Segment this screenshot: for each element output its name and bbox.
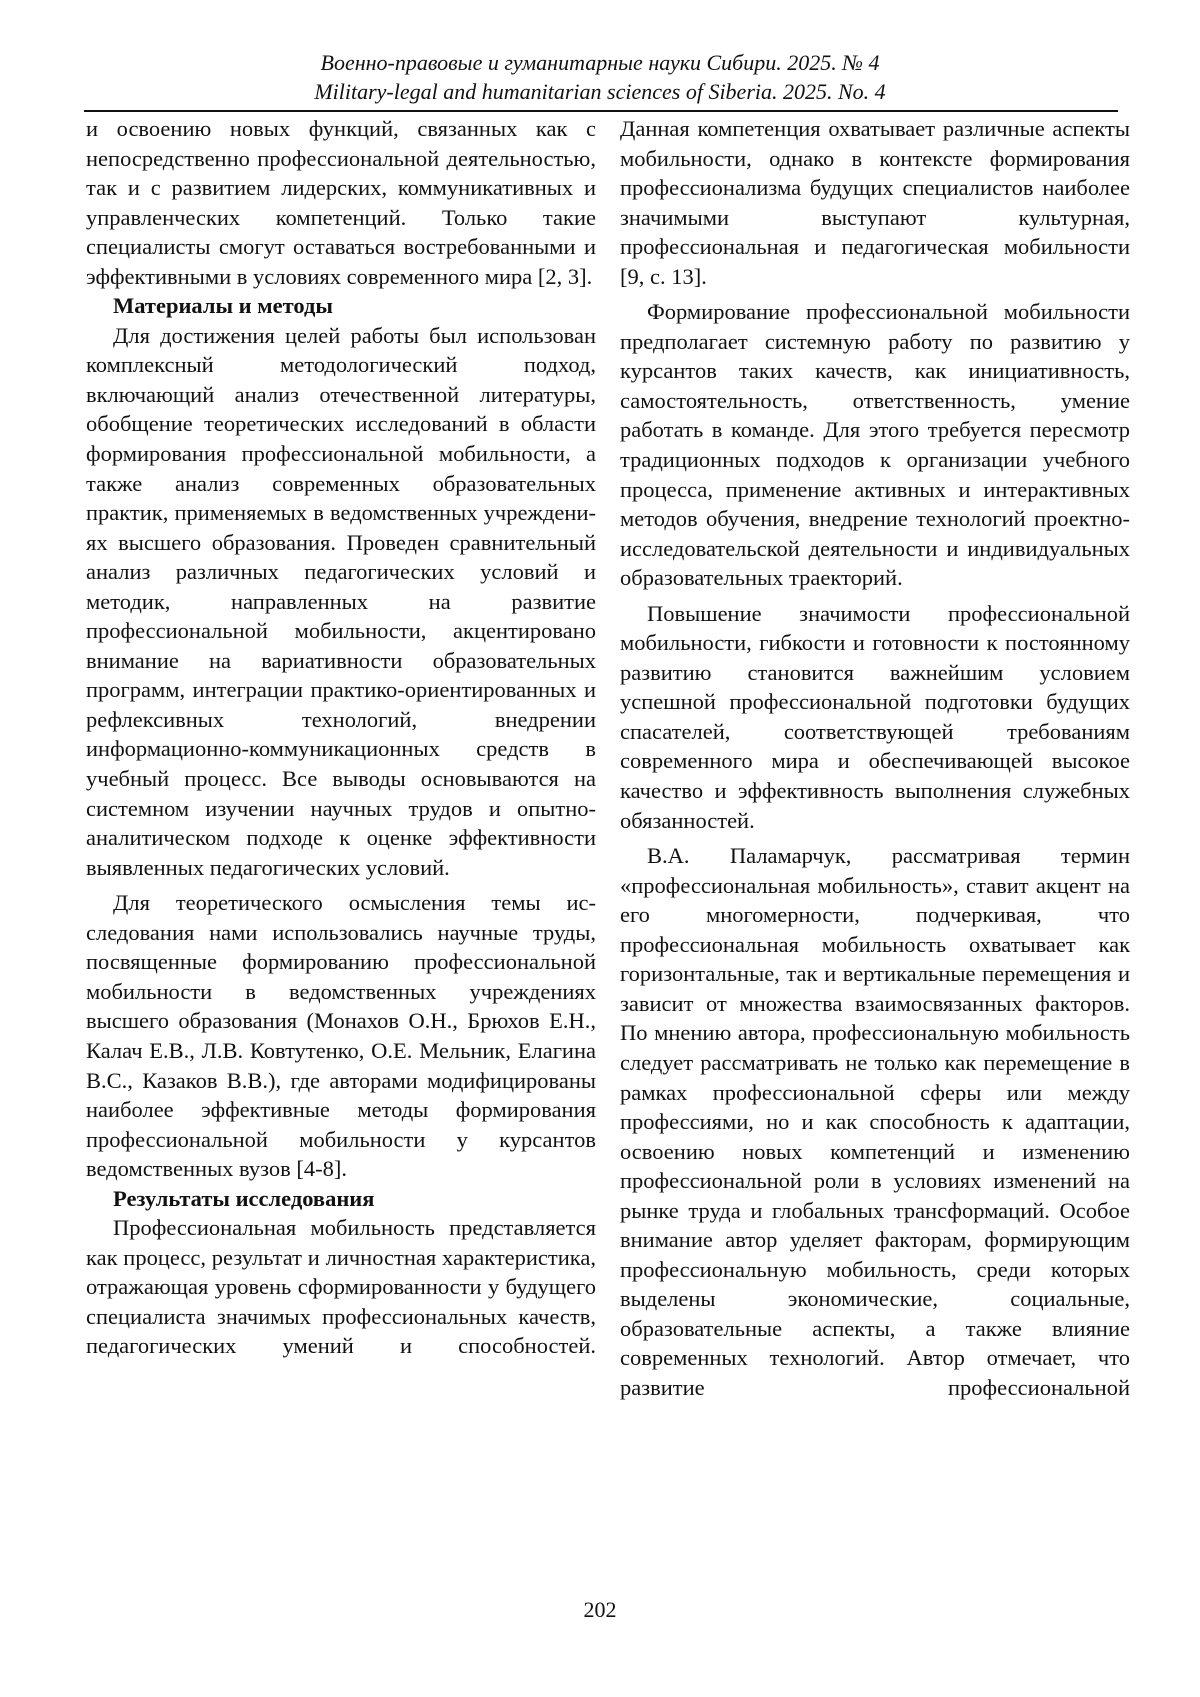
paragraph: Профессиональная мобильность представляется как процесс, результат и личностная характеристика, отражающая уровень сформированности у будущего специалиста значимых профессиональных качеств, педагогических умений и способностей. xyxy=(86,1215,596,1359)
journal-title-en: Military-legal and humanitarian sciences of Siberia. 2025. No. 4 xyxy=(314,79,886,104)
left-column xyxy=(86,114,596,1361)
paragraph: Для теоретического осмысления темы исследования нами использовались научные труды, посвященные формированию профессиональной мобильности в ведомственных учреждениях высшего образования (Монахов О.Н., Брюхов Е.Н., Калач Е.В., Л.В. Ковтутенко, О.Е. Мельник, Елагина В.С., Казаков В.В.), где авторами модифицированы наиболее эффективные методы формирования профессиональной мобильности у курсантов ведомственных вузов [4-8]. xyxy=(86,890,596,1182)
paragraph: Повышение значимости профессиональной мобильности, гибкости и готовности к постоянному развитию становится важнейшим условием успешной профессиональной подготовки будущих спасателей, соответствующей требованиям современного мира и обеспечивающей высокое качество и эффективность выполнения служебных обязанностей. xyxy=(620,600,1130,833)
header-rule xyxy=(84,110,1118,112)
paragraph: Для достижения целей работы был использован комплексный методологический подход, включающий анализ отечественной литературы, обобщение теоретических исследований в области формирования профессиональной мобильности, а также анализ современных образовательных практик, применяемых в ведомственных учреждениях высшего образования. Проведен сравнительный анализ различных педагогических условий и методик, направленных на развитие профессиональной мобильности, акцентировано внимание на вариативности образовательных программ, интеграции практико-ориентированных и рефлексивных технологий, внедрении информационно-коммуникационных средств в учебный процесс. Все выводы основываются на системном изучении научных трудов и опытно-аналитическом подходе к оценке эффективности выявленных педагогических условий. xyxy=(86,322,596,880)
paragraph: Данная компетенция охватывает различные аспекты мобильности, однако в контексте формирования профессионализма будущих специалистов наиболее значимыми выступают культурная, профессиональная и педагогическая мобильности [9, с. 13]. xyxy=(620,116,1130,289)
page-number: 202 xyxy=(583,1597,617,1622)
section-heading-results: Результаты исследования xyxy=(113,1185,375,1211)
paragraph: и освоению новых функций, связанных как с непосредственно профессиональной деятельностью, так и с развитием лидерских, коммуникативных и управленческих компетенций. Только такие специалисты смогут оставаться востребованными и эффективными в условиях современного мира [2, 3]. xyxy=(86,116,596,289)
right-column xyxy=(620,114,1130,1403)
paragraph: В.А. Паламарчук, рассматривая термин «профессиональная мобильность», ставит акцент на его многомерности, подчеркивая, что профессиональная мобильность охватывает как горизонтальные, так и вертикальные перемещения и зависит от множества взаимосвязанных факторов. По мнению автора, профессиональную мобильность следует рассматривать не только как перемещение в рамках профессиональной сферы или между профессиями, но и как способность к адаптации, освоению новых компетенций и изменению профессиональной роли в условиях изменений на рынке труда и глобальных трансформаций. Особое внимание автор уделяет факторам, формирующим профессиональную мобильность, среди которых выделены экономические, социальные, образовательные аспекты, а также влияние современных технологий. Автор отмечает, что развитие профессиональной xyxy=(620,843,1130,1400)
journal-title-ru: Военно-правовые и гуманитарные науки Сибири. 2025. № 4 xyxy=(320,50,880,75)
section-heading-methods: Материалы и методы xyxy=(113,293,333,319)
paragraph: Формирование профессиональной мобильности предполагает системную работу по развитию у курсантов таких качеств, как инициативность, самостоятельность, ответственность, умение работать в команде. Для этого требуется пересмотр традиционных подходов к организации учебного процесса, применение активных и интерактивных методов обучения, внедрение технологий проектно-исследовательской деятельности и индивидуальных образовательных траекторий. xyxy=(620,299,1130,591)
running-header xyxy=(0,48,1200,106)
